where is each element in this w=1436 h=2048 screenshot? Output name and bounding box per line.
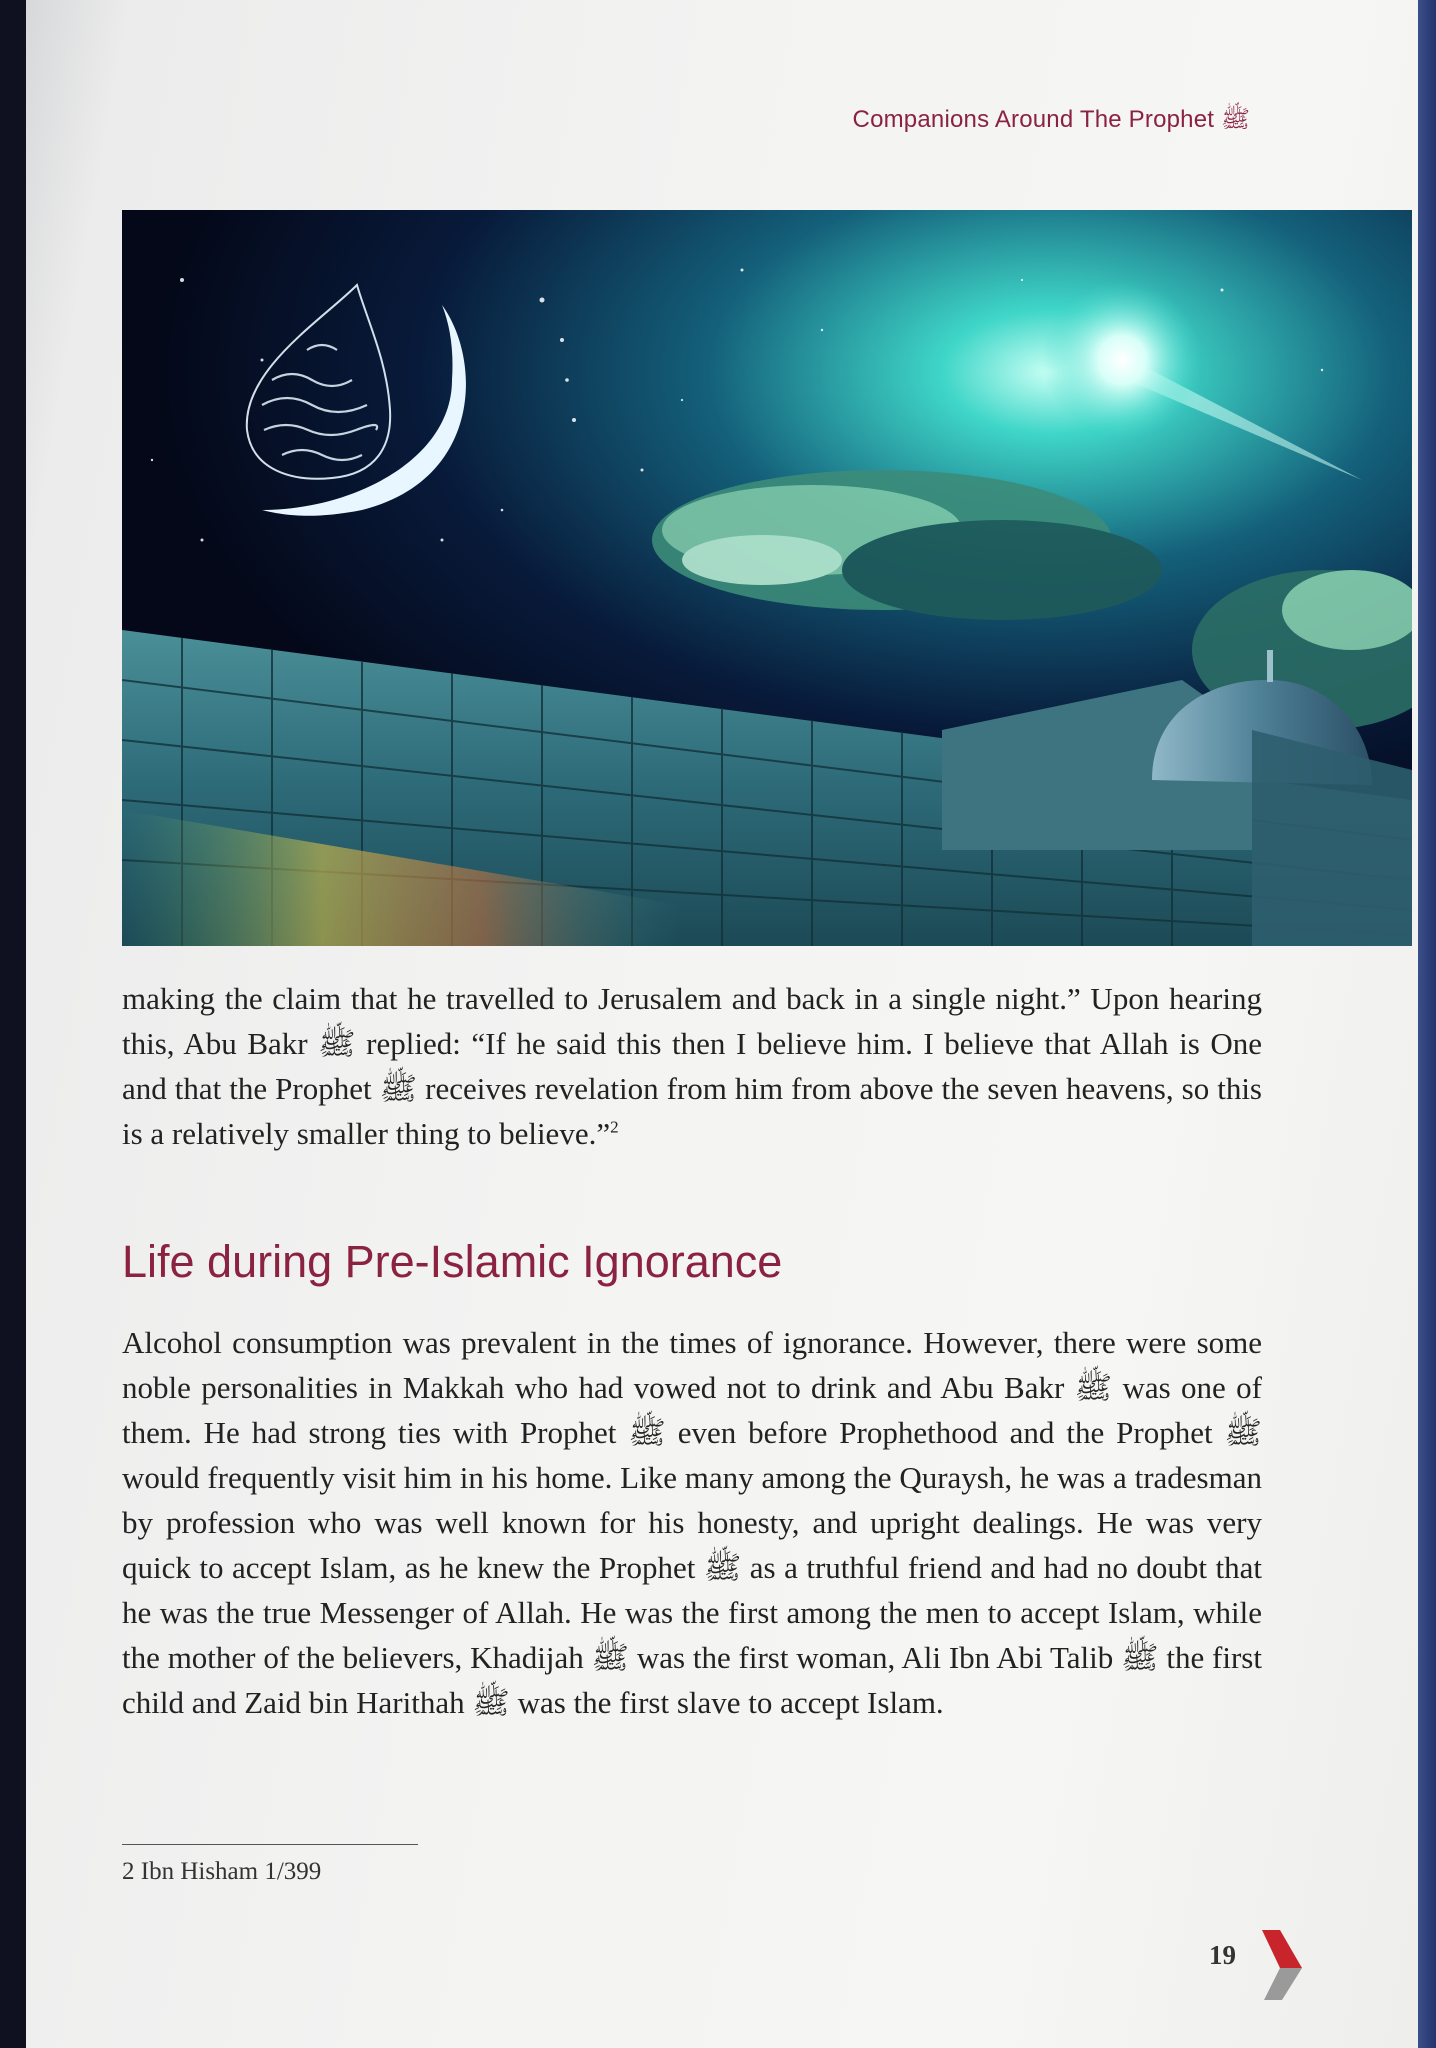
running-header: Companions Around The Prophet ﷺ bbox=[852, 106, 1250, 133]
night-sky-illustration bbox=[122, 210, 1412, 946]
body-paragraph-2: Alcohol consumption was prevalent in the times of ignorance. However, there were some noble personalities in Makkah who had vowed not to drink and Abu Bakr ﷺ was one of them. He had strong ties with Prophet ﷺ even before Prophethood and the Prophet ﷺ would frequently visit him in his home. Like many among the Quraysh, he was a tradesman by profession who was well known for his honesty, and upright dealings. He was very quick to accept Islam, as he knew the Prophet ﷺ as a truthful friend and had no doubt that he was the true Messenger of Allah. He was the first among the men to accept Islam, while the mother of the believers, Khadijah ﷺ was the first woman, Ali Ibn Abi Talib ﷺ the first child and Zaid bin Harithah ﷺ was the first slave to accept Islam. bbox=[122, 1325, 1263, 1720]
body-paragraph-1 bbox=[122, 976, 1262, 1156]
footnote-divider bbox=[122, 1844, 418, 1845]
para1-text: making the claim that he travelled to Jerusalem and back in a single night.” Upon hearing this, Abu Bakr ﷺ replied: “If he said this then I believe him. I believe that Allah is One and that the Prophet ﷺ receives revelation from him from above the seven heavens, so this is a relatively smaller thing to believe.” bbox=[122, 981, 1263, 1151]
page-number: 19 bbox=[1209, 1940, 1236, 1970]
footnote: 2 Ibn Hisham 1/399 bbox=[122, 1858, 322, 1885]
section-heading: Life during Pre-Islamic Ignorance bbox=[122, 1236, 783, 1287]
book-page bbox=[26, 0, 1418, 2048]
book-edge bbox=[1418, 0, 1436, 2048]
next-page-arrow-icon bbox=[1258, 1928, 1304, 2002]
night-sky-mosque-painting-icon bbox=[122, 210, 1412, 946]
footnote-reference[interactable]: 2 bbox=[610, 1117, 619, 1137]
